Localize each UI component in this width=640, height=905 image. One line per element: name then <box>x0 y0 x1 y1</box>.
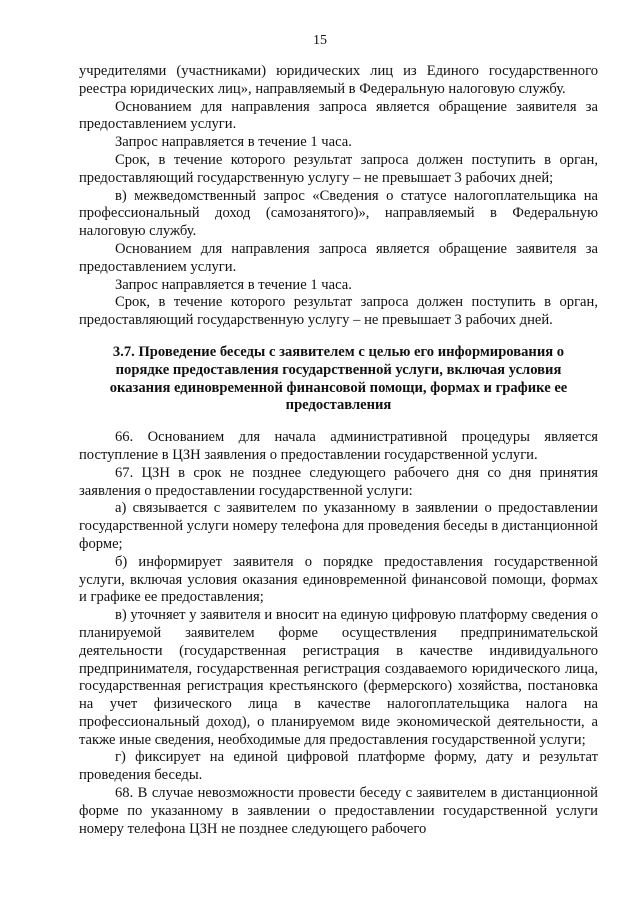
page-number: 15 <box>313 33 327 48</box>
paragraph: 68. В случае невозможности провести беседу с заявителем в дистанционной форме по указанному в заявлении о предоставлении государственной услуги номеру телефона ЦЗН не позднее следующего рабочего <box>79 785 598 837</box>
paragraph: а) связывается с заявителем по указанному в заявлении о предоставлении государственной услуги номеру телефона для проведения беседы в дистанционной форме; <box>79 500 598 552</box>
paragraph: в) уточняет у заявителя и вносит на единую цифровую платформу сведения о планируемой заявителем форме осуществления предпринимательской деятельности (государственная регистрация в качестве индивидуального предпринимателя, государственная регистрация создаваемого юридического лица, государственная регистрация крестьянского (фермерского) хозяйства, постановка на учет физического лица в качестве налогоплательщика налога на профессиональный доход), о планируемом виде экономической деятельности, а также иные сведения, необходимые для предоставления государственной услуги; <box>79 607 598 748</box>
paragraph: Срок, в течение которого результат запроса должен поступить в орган, предоставляющий государственную услугу – не превышает 3 рабочих дней; <box>79 151 598 186</box>
paragraph: Запрос направляется в течение 1 часа. <box>115 134 352 151</box>
paragraph: 67. ЦЗН в срок не позднее следующего рабочего дня со дня принятия заявления о предоставлении государственной услуги: <box>79 464 598 499</box>
paragraph: Основанием для направления запроса является обращение заявителя за предоставлением услуги. <box>79 98 598 133</box>
document-body <box>79 63 598 838</box>
paragraph: Запрос направляется в течение 1 часа. <box>115 276 352 293</box>
paragraph: г) фиксирует на единой цифровой платформе форму, дату и результат проведения беседы. <box>79 749 598 784</box>
paragraph: Основанием для направления запроса является обращение заявителя за предоставлением услуги. <box>79 240 598 275</box>
paragraph: Срок, в течение которого результат запроса должен поступить в орган, предоставляющий государственную услугу – не превышает 3 рабочих дней. <box>79 294 598 329</box>
paragraph: 66. Основанием для начала административной процедуры является поступление в ЦЗН заявления о предоставлении государственной услуги. <box>79 429 598 463</box>
section-title: 3.7. Проведение беседы с заявителем с целью его информирования о порядке предоставления государственной услуги, включая условия оказания единовременной финансовой помощи, формах и графике ее предоставления <box>109 343 568 414</box>
paragraph: учредителями (участниками) юридических лиц из Единого государственного реестра юридических лиц», направляемый в Федеральную налоговую службу. <box>79 63 598 97</box>
paragraph: в) межведомственный запрос «Сведения о статусе налогоплательщика на профессиональный доход (самозанятого)», направляемый в Федеральную налоговую службу. <box>79 187 598 240</box>
paragraph: б) информирует заявителя о порядке предоставления государственной услуги, включая условия оказания единовременной финансовой помощи, формах и графике ее предоставления; <box>79 553 598 606</box>
paragraphs-before <box>79 63 598 330</box>
paragraphs-after <box>79 429 598 838</box>
